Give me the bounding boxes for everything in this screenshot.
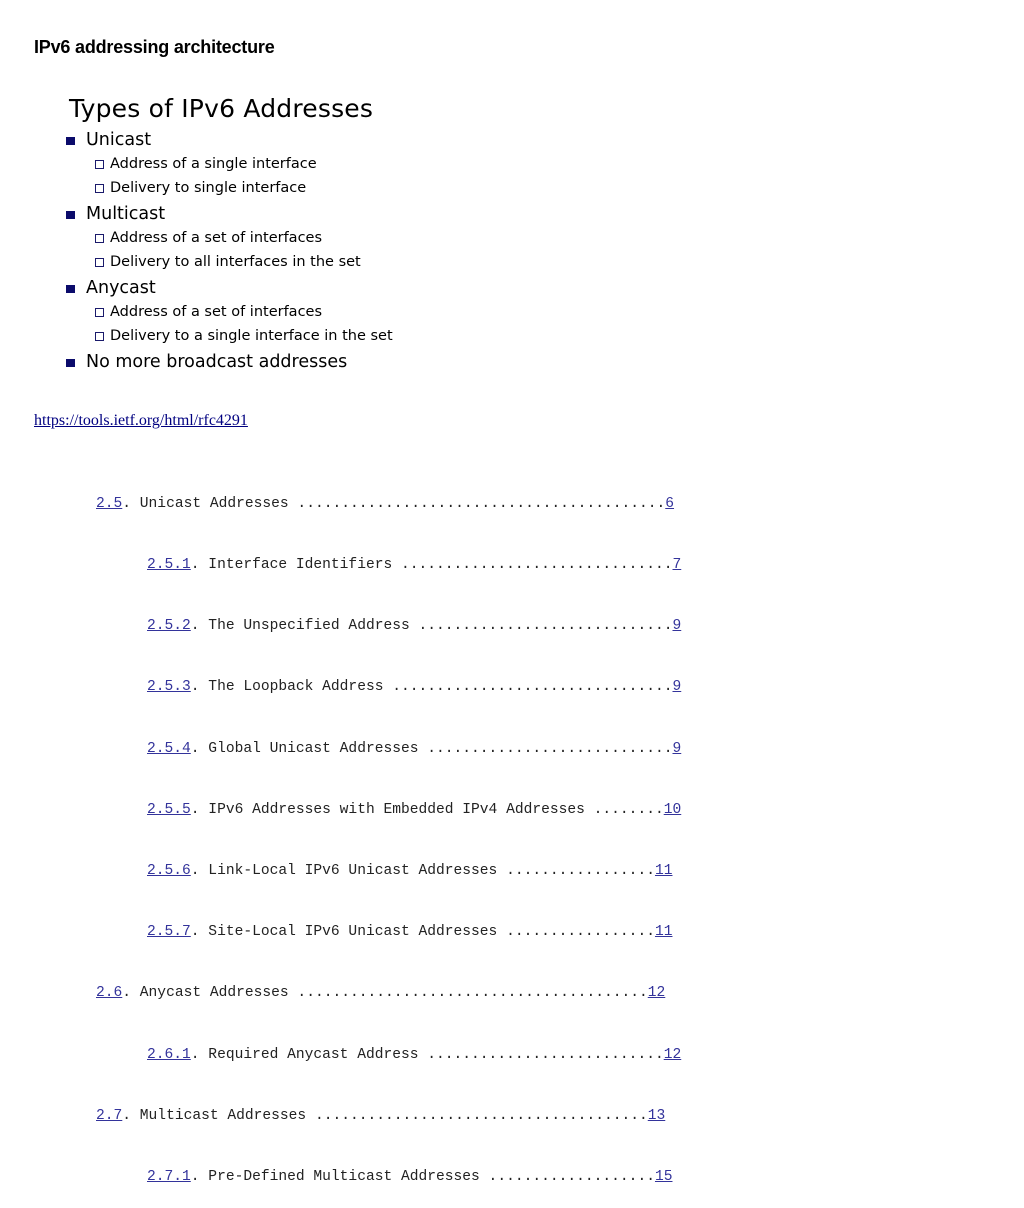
toc-row	[96, 616, 681, 636]
toc-title: . The Unspecified Address .............................	[190, 618, 673, 635]
toc-title: . Pre-Defined Multicast Addresses ...................	[190, 1169, 655, 1186]
toc-section-link[interactable]: 2.5.6	[147, 863, 191, 880]
toc-title: . Link-Local IPv6 Unicast Addresses .................	[190, 863, 655, 880]
square-bullet-icon	[66, 137, 75, 145]
sub-bullet-item	[64, 176, 484, 200]
bullet-item-multicast	[64, 202, 484, 226]
toc-page-link[interactable]: 11	[654, 863, 673, 880]
toc-page-link[interactable]: 9	[672, 740, 682, 757]
toc-title: . Site-Local IPv6 Unicast Addresses .................	[190, 924, 655, 941]
toc-page-link[interactable]: 12	[647, 985, 666, 1002]
hollow-square-bullet-icon	[95, 332, 104, 341]
toc-page-link[interactable]: 11	[654, 924, 673, 941]
hollow-square-bullet-icon	[95, 184, 104, 193]
toc-title: . Interface Identifiers ...............................	[190, 557, 673, 574]
square-bullet-icon	[66, 359, 75, 367]
sub-bullet-item	[64, 300, 484, 324]
toc-row	[96, 1045, 681, 1065]
toc-section-link[interactable]: 2.5	[96, 495, 123, 512]
toc-section-link[interactable]: 2.5.4	[147, 740, 191, 757]
rfc-source-link[interactable]: https://tools.ietf.org/html/rfc4291	[34, 412, 248, 429]
sub-bullet-item	[64, 324, 484, 348]
sub-bullet-label: Address of a single interface	[110, 156, 317, 172]
sub-bullet-label: Delivery to single interface	[110, 180, 307, 196]
toc-section-link[interactable]: 2.7	[96, 1107, 123, 1124]
toc-row	[96, 1106, 681, 1126]
sub-bullet-label: Delivery to a single interface in the set	[110, 328, 393, 344]
page-title: IPv6 addressing architecture	[34, 37, 275, 57]
slide-bullet-list	[64, 128, 484, 374]
toc-page-link[interactable]: 13	[647, 1107, 666, 1124]
bullet-label: Multicast	[86, 204, 166, 224]
bullet-label: Unicast	[86, 130, 152, 150]
toc-row	[96, 555, 681, 575]
toc-row	[96, 739, 681, 759]
toc-title: . The Loopback Address ................................	[190, 679, 673, 696]
toc-section-link[interactable]: 2.6.1	[147, 1046, 191, 1063]
toc-title: . IPv6 Addresses with Embedded IPv4 Addresses ........	[190, 801, 664, 818]
toc-section-link[interactable]: 2.5.5	[147, 801, 191, 818]
square-bullet-icon	[66, 285, 75, 293]
sub-bullet-item	[64, 226, 484, 250]
table-of-contents	[96, 453, 681, 1208]
hollow-square-bullet-icon	[95, 308, 104, 317]
toc-row	[96, 494, 681, 514]
toc-section-link[interactable]: 2.5.3	[147, 679, 191, 696]
toc-row	[96, 800, 681, 820]
bullet-item-broadcast	[64, 350, 484, 374]
sub-bullet-label: Delivery to all interfaces in the set	[110, 254, 361, 270]
toc-row	[96, 677, 681, 697]
bullet-item-anycast	[64, 276, 484, 300]
hollow-square-bullet-icon	[95, 160, 104, 169]
toc-title: . Global Unicast Addresses ............................	[190, 740, 673, 757]
toc-section-link[interactable]: 2.5.2	[147, 618, 191, 635]
sub-bullet-item	[64, 250, 484, 274]
toc-page-link[interactable]: 9	[672, 618, 682, 635]
toc-page-link[interactable]: 10	[663, 801, 682, 818]
toc-row	[96, 1167, 681, 1187]
sub-bullet-label: Address of a set of interfaces	[110, 304, 323, 320]
toc-row	[96, 861, 681, 881]
hollow-square-bullet-icon	[95, 234, 104, 243]
sub-bullet-label: Address of a set of interfaces	[110, 230, 323, 246]
sub-bullet-item	[64, 152, 484, 176]
bullet-label: Anycast	[86, 278, 156, 298]
toc-title: . Unicast Addresses ..........................................	[122, 495, 666, 512]
toc-title: . Required Anycast Address ...........................	[190, 1046, 664, 1063]
hollow-square-bullet-icon	[95, 258, 104, 267]
slide-image	[64, 92, 484, 374]
toc-row	[96, 983, 681, 1003]
toc-section-link[interactable]: 2.7.1	[147, 1169, 191, 1186]
bullet-item-unicast	[64, 128, 484, 152]
toc-section-link[interactable]: 2.5.7	[147, 924, 191, 941]
toc-row	[96, 922, 681, 942]
toc-page-link[interactable]: 9	[672, 679, 682, 696]
toc-page-link[interactable]: 12	[663, 1046, 682, 1063]
slide-heading: Types of IPv6 Addresses	[69, 94, 374, 123]
bullet-label: No more broadcast addresses	[86, 352, 348, 372]
toc-page-link[interactable]: 6	[665, 495, 675, 512]
square-bullet-icon	[66, 211, 75, 219]
toc-section-link[interactable]: 2.6	[96, 985, 123, 1002]
toc-title: . Anycast Addresses ........................................	[122, 985, 648, 1002]
toc-page-link[interactable]: 7	[672, 557, 682, 574]
toc-page-link[interactable]: 15	[654, 1169, 673, 1186]
toc-section-link[interactable]: 2.5.1	[147, 557, 191, 574]
toc-title: . Multicast Addresses ......................................	[122, 1107, 648, 1124]
